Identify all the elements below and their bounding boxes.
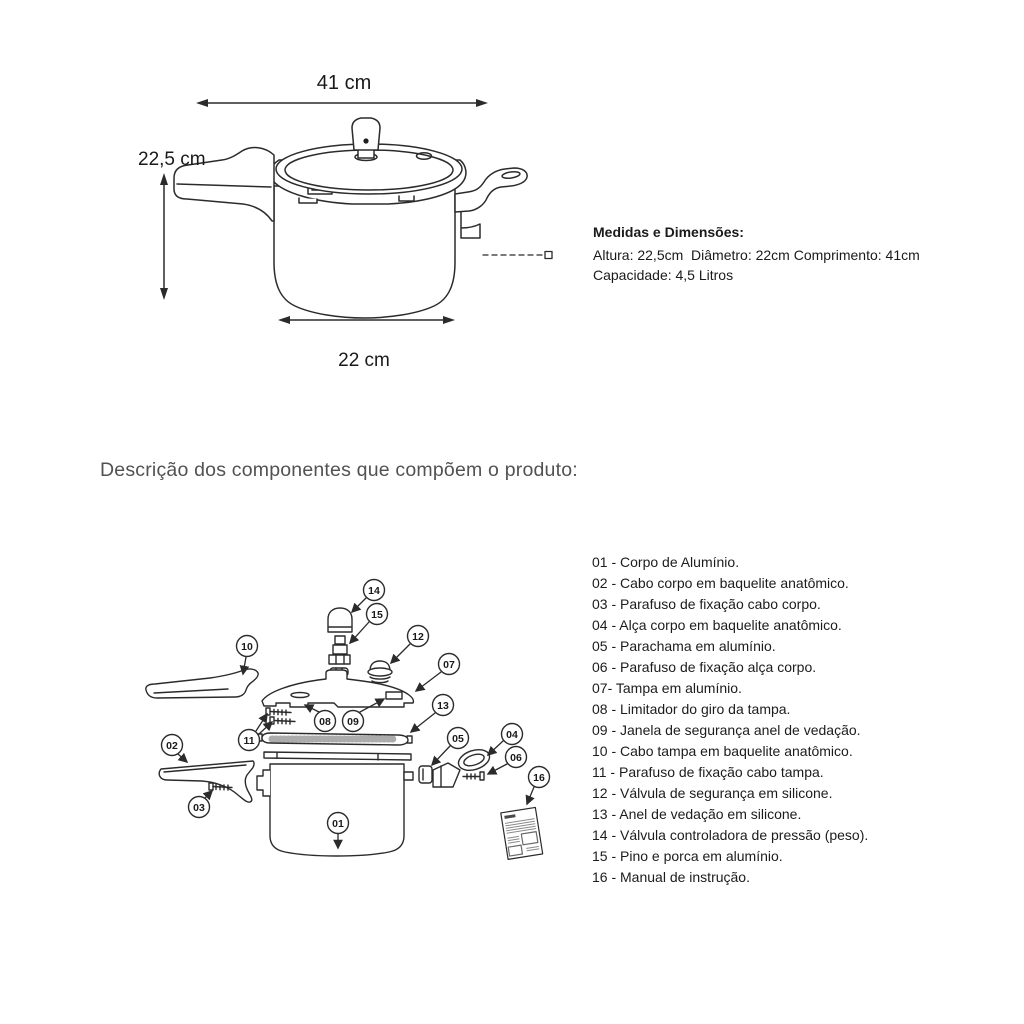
dimension-drawing (160, 99, 552, 324)
component-item-08: 08 - Limitador do giro da tampa. (592, 701, 791, 717)
component-item-13: 13 - Anel de vedação em silicone. (592, 806, 802, 822)
specs-block (593, 222, 993, 285)
callout-13: 13 (437, 699, 449, 712)
component-item-03: 03 - Parafuso de fixação cabo corpo. (592, 596, 821, 612)
callout-03: 03 (193, 801, 205, 814)
component-item-06: 06 - Parafuso de fixação alça corpo. (592, 659, 817, 675)
height-dimension-label: 22,5 cm (138, 149, 206, 170)
part-manual (501, 807, 543, 859)
component-item-01: 01 - Corpo de Alumínio. (592, 554, 740, 570)
specs-dimensions-line: Altura: 22,5cm Diâmetro: 22cm Comprimento: 41cm (593, 247, 920, 263)
callout-09: 09 (347, 715, 359, 728)
specs-title: Medidas e Dimensões: (593, 224, 744, 240)
pot-body-drawing (274, 186, 455, 318)
callout-16: 16 (533, 771, 545, 784)
section-heading: Descrição dos componentes que compõem o produto: (100, 459, 578, 481)
right-handle-drawing (455, 168, 527, 238)
diameter-dimension-label: 22 cm (338, 350, 390, 371)
component-item-16: 16 - Manual de instrução. (592, 869, 750, 885)
part-weight-valve (328, 608, 352, 632)
callout-14: 14 (368, 584, 380, 597)
width-dimension-label: 41 cm (316, 72, 372, 94)
callout-05: 05 (452, 732, 464, 745)
leader-square (545, 252, 552, 259)
callout-08: 08 (319, 715, 331, 728)
component-item-05: 05 - Parachama em alumínio. (592, 638, 776, 654)
component-item-07: 07- Tampa em alumínio. (592, 680, 742, 696)
part-parachama (419, 766, 432, 783)
part-safety-valve (368, 661, 392, 683)
part-lid-screws (266, 708, 295, 724)
part-lid (262, 670, 413, 707)
callout-12: 12 (412, 630, 424, 643)
callout-11: 11 (243, 734, 255, 747)
component-item-02: 02 - Cabo corpo em baquelite anatômico. (592, 575, 849, 591)
component-item-15: 15 - Pino e porca em alumínio. (592, 848, 783, 864)
specs-capacity-line: Capacidade: 4,5 Litros (593, 267, 734, 283)
component-item-12: 12 - Válvula de segurança em silicone. (592, 785, 833, 801)
callout-01: 01 (332, 817, 344, 830)
part-lid-handle (146, 669, 258, 698)
part-pot-body (257, 752, 413, 856)
component-item-10: 10 - Cabo tampa em baquelite anatômico. (592, 743, 853, 759)
callout-04: 04 (506, 728, 518, 741)
callout-06: 06 (510, 751, 522, 764)
part-side-grip (433, 746, 492, 787)
callout-10: 10 (241, 640, 253, 653)
callout-15: 15 (371, 608, 383, 621)
part-sealing-ring (257, 733, 412, 745)
part-side-grip-screw (463, 772, 484, 780)
callout-07: 07 (443, 658, 455, 671)
component-item-09: 09 - Janela de segurança anel de vedação. (592, 722, 861, 738)
callout-02: 02 (166, 739, 178, 752)
component-item-14: 14 - Válvula controladora de pressão (peso). (592, 827, 869, 843)
component-item-11: 11 - Parafuso de fixação cabo tampa. (592, 764, 824, 780)
component-list (592, 552, 1012, 888)
component-item-04: 04 - Alça corpo em baquelite anatômico. (592, 617, 842, 633)
